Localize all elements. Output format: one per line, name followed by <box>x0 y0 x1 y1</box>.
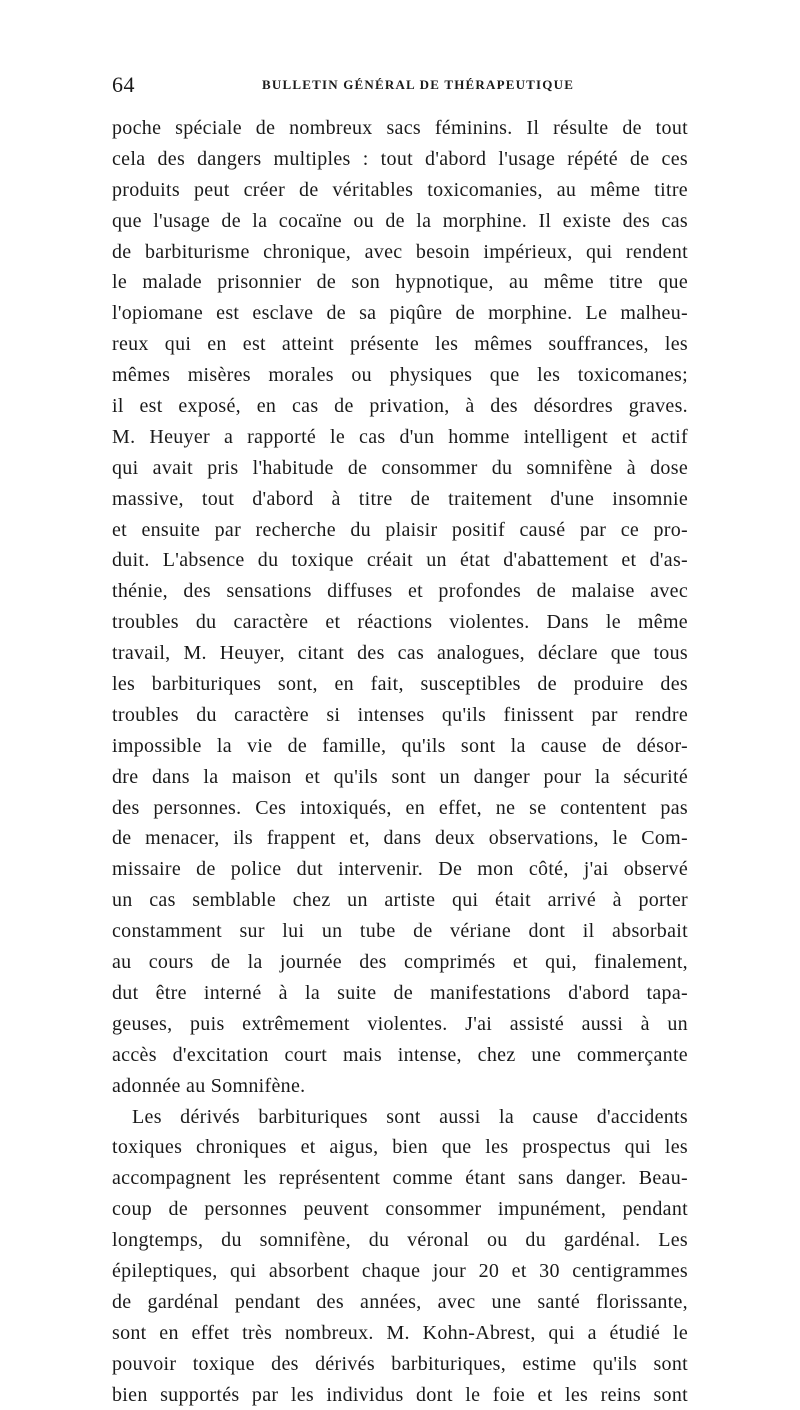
text-line: accompagnent les représentent comme étant sans danger. Beau- <box>112 1167 688 1190</box>
text-line: accès d'excitation court mais intense, chez une commerçante <box>112 1043 688 1066</box>
text-line: le malade prisonnier de son hypnotique, au même titre que <box>112 271 688 294</box>
text-line: duit. L'absence du toxique créait un état d'abattement et d'as- <box>112 549 688 572</box>
paragraph-end-line: adonnée au Somnifène. <box>112 1074 306 1097</box>
text-line: dre dans la maison et qu'ils sont un danger pour la sécurité <box>112 765 688 788</box>
text-line: travail, M. Heuyer, citant des cas analogues, déclare que tous <box>112 642 688 665</box>
text-line: poche spéciale de nombreux sacs féminins. Il résulte de tout <box>112 117 688 139</box>
text-line: sont en effet très nombreux. M. Kohn-Abrest, qui a étudié le <box>112 1321 688 1344</box>
text-line: et ensuite par recherche du plaisir positif causé par ce pro- <box>112 518 688 541</box>
text-line: troubles du caractère si intenses qu'ils finissent par rendre <box>112 703 688 726</box>
text-line: missaire de police dut intervenir. De mon côté, j'ai observé <box>112 858 688 881</box>
text-line: qui avait pris l'habitude de consommer du somnifène à dose <box>112 456 688 479</box>
text-line: mêmes misères morales ou physiques que les toxicomanes; <box>112 364 688 387</box>
text-line: longtemps, du somnifène, du véronal ou du gardénal. Les <box>112 1229 688 1252</box>
running-head <box>112 70 688 100</box>
text-line: massive, tout d'abord à titre de traitement d'une insomnie <box>112 487 688 510</box>
text-line: les barbituriques sont, en fait, susceptibles de produire des <box>112 673 688 696</box>
text-line: un cas semblable chez un artiste qui était arrivé à porter <box>112 889 688 912</box>
text-line: épileptiques, qui absorbent chaque jour 20 et 30 centigrammes <box>112 1259 688 1282</box>
text-line: produits peut créer de véritables toxicomanies, au même titre <box>112 178 688 201</box>
text-line: coup de personnes peuvent consommer impunément, pendant <box>112 1198 688 1221</box>
running-title: BULLETIN GÉNÉRAL DE THÉRAPEUTIQUE <box>262 77 575 92</box>
text-line: troubles du caractère et réactions violentes. Dans le même <box>112 611 688 634</box>
text-line: des personnes. Ces intoxiqués, en effet, ne se contentent pas <box>112 796 688 819</box>
text-line: impossible la vie de famille, qu'ils sont la cause de désor- <box>112 734 688 757</box>
text-line: geuses, puis extrêmement violentes. J'ai assisté aussi à un <box>112 1012 688 1035</box>
body-text <box>112 113 688 1410</box>
text-line: que l'usage de la cocaïne ou de la morphine. Il existe des cas <box>112 209 688 232</box>
text-line: constamment sur lui un tube de vériane dont il absorbait <box>112 920 688 943</box>
text-line: dut être interné à la suite de manifestations d'abord tapa- <box>112 981 688 1004</box>
text-line: il est exposé, en cas de privation, à des désordres graves. <box>112 395 688 418</box>
text-line: de gardénal pendant des années, avec une santé florissante, <box>112 1290 688 1313</box>
text-line: l'opiomane est esclave de sa piqûre de morphine. Le malheu- <box>112 302 688 325</box>
text-line: bien supportés par les individus dont le foie et les reins sont <box>112 1383 688 1406</box>
text-line: toxiques chroniques et aigus, bien que les prospectus qui les <box>112 1136 688 1159</box>
page-number: 64 <box>112 72 135 97</box>
text-line: de barbiturisme chronique, avec besoin impérieux, qui rendent <box>112 240 688 263</box>
text-line: au cours de la journée des comprimés et qui, finalement, <box>112 951 688 974</box>
text-line: thénie, des sensations diffuses et profondes de malaise avec <box>112 580 688 603</box>
text-line: M. Heuyer a rapporté le cas d'un homme intelligent et actif <box>112 425 688 448</box>
text-line: reux qui en est atteint présente les mêmes souffrances, les <box>112 333 688 356</box>
text-line: pouvoir toxique des dérivés barbituriques, estime qu'ils sont <box>112 1352 688 1375</box>
text-line: cela des dangers multiples : tout d'abord l'usage répété de ces <box>112 147 688 170</box>
paragraph-start-line: Les dérivés barbituriques sont aussi la cause d'accidents <box>132 1105 688 1128</box>
text-line: de menacer, ils frappent et, dans deux observations, le Com- <box>112 827 688 850</box>
